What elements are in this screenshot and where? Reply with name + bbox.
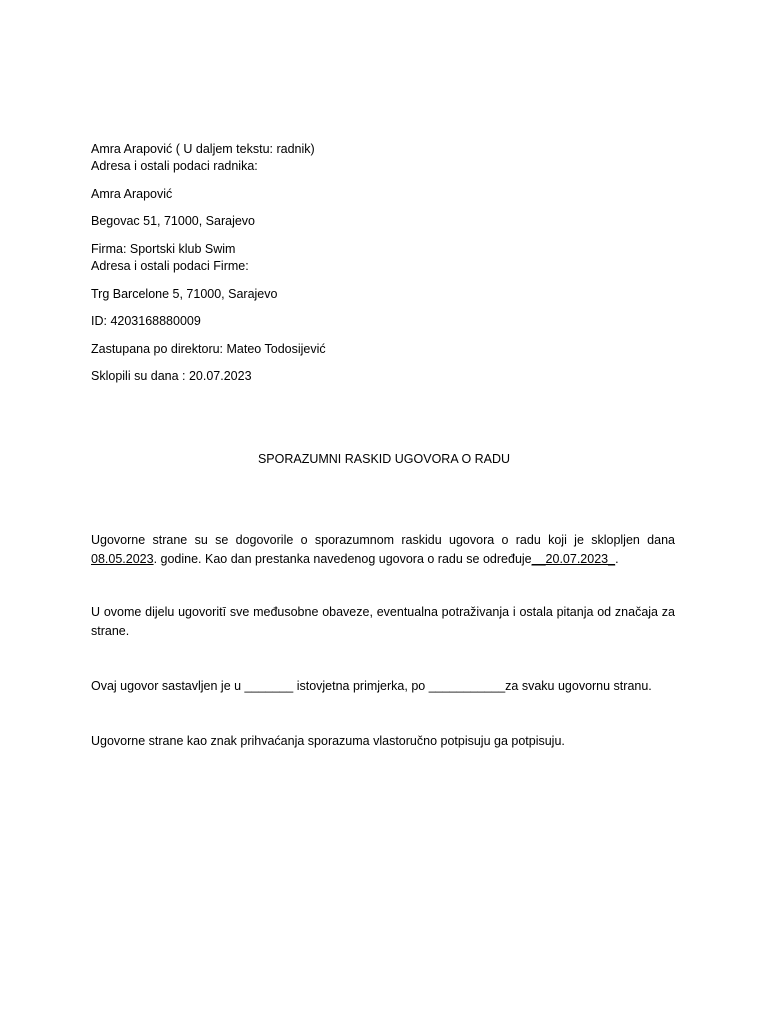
- worker-address-label: Adresa i ostali podaci radnika:: [91, 159, 258, 173]
- contract-date: 08.05.2023: [91, 552, 154, 566]
- para1-text-3: .: [615, 552, 619, 566]
- para1-text-2: . godine. Kao dan prestanka navedenog ugovora o radu se određuje: [153, 552, 532, 566]
- paragraph-copies: Ovaj ugovor sastavljen je u _______ istovjetna primjerka, po ___________za svaku ugovornu stranu.: [91, 679, 652, 693]
- termination-date: __20.07.2023_: [531, 552, 616, 566]
- company-address-label: Adresa i ostali podaci Firme:: [91, 259, 249, 273]
- worker-address: Begovac 51, 71000, Sarajevo: [91, 214, 256, 228]
- document-title: SPORAZUMNI RASKID UGOVORA O RADU: [257, 452, 511, 466]
- worker-name: Amra Arapović: [91, 187, 173, 201]
- represented-by: Zastupana po direktoru: Mateo Todosijević: [91, 342, 326, 356]
- company-id: ID: 4203168880009: [91, 314, 201, 328]
- paragraph-obligations: U ovome dijelu ugovoritī sve međusobne obaveze, eventualna potraživanja i ostala pitanja od značaja za strane.: [91, 605, 675, 638]
- para1-text-1: Ugovorne strane su se dogovorile o sporazumnom raskidu ugovora o radu koji je sklopljen dana: [91, 533, 675, 547]
- company-line: Firma: Sportski klub Swim: [91, 242, 236, 256]
- worker-line: Amra Arapović ( U daljem tekstu: radnik): [91, 142, 315, 156]
- paragraph-termination: [91, 531, 675, 569]
- concluded-on: Sklopili su dana : 20.07.2023: [91, 369, 252, 383]
- paragraph-signatures: Ugovorne strane kao znak prihvaćanja sporazuma vlastoručno potpisuju ga potpisuju.: [91, 734, 565, 748]
- company-address: Trg Barcelone 5, 71000, Sarajevo: [91, 287, 278, 301]
